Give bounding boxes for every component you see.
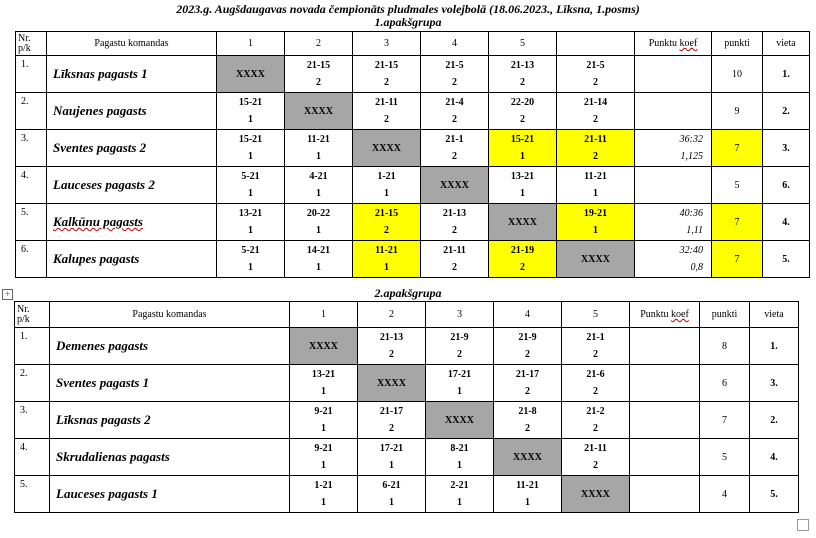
points-cell: 5 [712, 167, 763, 204]
score-cell [562, 365, 630, 402]
match-points: 2 [316, 77, 321, 88]
match-points: 1 [593, 188, 598, 199]
score-cell [290, 402, 358, 439]
team-header: Pagastu komandas [50, 302, 290, 328]
match-points: 1 [525, 497, 530, 508]
match-score: 21-15 [374, 208, 399, 219]
match-points: 2 [525, 349, 530, 360]
row-number: 4. [15, 439, 50, 476]
row-number: 5. [16, 204, 47, 241]
team-name-text: Lauceses pagasts 1 [56, 486, 158, 501]
coef-value: 1,11 [686, 225, 703, 236]
coef-cell [630, 439, 700, 476]
score-cell [353, 167, 421, 204]
match-score: 21-11 [584, 134, 607, 145]
place-cell: 6. [763, 167, 810, 204]
match-points: 2 [384, 225, 389, 236]
score-cell [494, 328, 562, 365]
match-score: 19-21 [583, 208, 608, 219]
score-cell [353, 93, 421, 130]
match-points: 1 [316, 151, 321, 162]
place-cell: 3. [763, 130, 810, 167]
team-name [47, 130, 217, 167]
match-score: 14-21 [306, 245, 331, 256]
table-row [16, 93, 810, 130]
match-score: 21-11 [443, 245, 466, 256]
team-name-text: Sventes pagasts 2 [53, 140, 147, 155]
match-score: 15-21 [510, 134, 535, 145]
match-points: 1 [248, 151, 253, 162]
team-name [47, 56, 217, 93]
match-score: 5-21 [241, 245, 260, 256]
nr-header: Nr. p/k [16, 32, 47, 56]
score-cell [421, 130, 489, 167]
score-cell [285, 241, 353, 278]
score-cell [562, 402, 630, 439]
coef-ratio: 36:32 [679, 134, 703, 145]
match-points: 1 [321, 386, 326, 397]
match-score: 11-21 [375, 245, 398, 256]
col-header: 1 [290, 302, 358, 328]
row-number: 4. [16, 167, 47, 204]
coef-cell [630, 328, 700, 365]
match-points: 2 [384, 77, 389, 88]
match-score: 21-2 [586, 406, 605, 417]
row-number: 2. [16, 93, 47, 130]
self-match-cell: XXXX [426, 402, 494, 439]
match-score: 11-21 [584, 171, 607, 182]
table-row [16, 241, 810, 278]
match-points: 2 [593, 77, 598, 88]
match-score: 9-21 [314, 443, 333, 454]
match-points: 1 [593, 225, 598, 236]
match-score: 2-21 [450, 480, 469, 491]
points-cell: 7 [712, 241, 763, 278]
coef-cell [635, 167, 712, 204]
coef-value: 0,8 [690, 262, 703, 273]
match-score: 9-21 [314, 406, 333, 417]
coef-cell [630, 402, 700, 439]
score-cell [217, 93, 285, 130]
match-score: 17-21 [379, 443, 404, 454]
place-cell: 5. [750, 476, 799, 513]
score-cell [285, 130, 353, 167]
team-header: Pagastu komandas [47, 32, 217, 56]
match-points: 2 [520, 262, 525, 273]
match-score: 11-21 [307, 134, 330, 145]
row-number: 1. [16, 56, 47, 93]
match-points: 1 [321, 460, 326, 471]
nr-header: Nr. p/k [15, 302, 50, 328]
score-cell [426, 476, 494, 513]
table-row [16, 204, 810, 241]
match-score: 21-15 [374, 60, 399, 71]
match-points: 2 [593, 460, 598, 471]
match-points: 2 [593, 423, 598, 434]
place-cell: 2. [763, 93, 810, 130]
match-points: 2 [452, 225, 457, 236]
match-score: 5-21 [241, 171, 260, 182]
score-cell [290, 476, 358, 513]
place-cell: 1. [750, 328, 799, 365]
match-score: 21-13 [379, 332, 404, 343]
match-points: 1 [316, 225, 321, 236]
team-name-text: Līksnas pagasts 2 [56, 412, 151, 427]
team-name [50, 439, 290, 476]
match-points: 1 [248, 188, 253, 199]
match-points: 2 [525, 423, 530, 434]
match-points: 2 [452, 114, 457, 125]
match-score: 17-21 [447, 369, 472, 380]
score-cell [358, 328, 426, 365]
coef-value: 1,125 [680, 151, 703, 162]
match-points: 1 [321, 423, 326, 434]
score-cell [557, 56, 635, 93]
team-name [47, 93, 217, 130]
score-cell [562, 439, 630, 476]
match-score: 21-1 [586, 332, 605, 343]
col-header: 4 [494, 302, 562, 328]
coef-cell [630, 365, 700, 402]
team-name-text: Līksnas pagasts 1 [53, 66, 148, 81]
match-points: 2 [520, 77, 525, 88]
match-score: 8-21 [450, 443, 469, 454]
coef-cell [635, 56, 712, 93]
coef-cell [635, 241, 712, 278]
match-score: 21-13 [442, 208, 467, 219]
match-score: 21-13 [510, 60, 535, 71]
match-points: 2 [384, 114, 389, 125]
table-row [16, 56, 810, 93]
match-score: 20-22 [306, 208, 331, 219]
team-name [50, 402, 290, 439]
col-header: 5 [489, 32, 557, 56]
match-score: 21-5 [445, 60, 464, 71]
match-points: 2 [457, 349, 462, 360]
row-number: 3. [16, 130, 47, 167]
match-points: 1 [389, 497, 394, 508]
score-cell [557, 93, 635, 130]
place-cell: 4. [763, 204, 810, 241]
match-points: 2 [520, 114, 525, 125]
group-1-table [15, 31, 810, 278]
match-points: 1 [520, 151, 525, 162]
table-row [15, 402, 799, 439]
match-score: 21-17 [515, 369, 540, 380]
score-cell [217, 130, 285, 167]
score-cell [358, 476, 426, 513]
points-cell: 7 [700, 402, 750, 439]
score-cell [290, 439, 358, 476]
score-cell [426, 328, 494, 365]
place-header: vieta [763, 32, 810, 56]
col-header [557, 32, 635, 56]
match-score: 21-4 [445, 97, 464, 108]
score-cell [421, 241, 489, 278]
match-score: 11-21 [516, 480, 539, 491]
score-cell [557, 130, 635, 167]
match-score: 13-21 [238, 208, 263, 219]
score-cell [290, 365, 358, 402]
match-score: 21-8 [518, 406, 537, 417]
place-cell: 3. [750, 365, 799, 402]
team-name-text: Naujenes pagasts [53, 103, 147, 118]
team-name-text: Demenes pagasts [56, 338, 149, 353]
points-cell: 6 [700, 365, 750, 402]
score-cell [494, 365, 562, 402]
team-name-text: Kalkūnu pagasts [53, 214, 143, 229]
move-handle-icon[interactable]: + [2, 289, 13, 300]
table-row [16, 167, 810, 204]
coef-header: Punktu koef [635, 32, 712, 56]
place-cell: 4. [750, 439, 799, 476]
score-cell [426, 439, 494, 476]
score-cell [426, 365, 494, 402]
score-cell [494, 402, 562, 439]
row-number: 3. [15, 402, 50, 439]
group-2-table [14, 301, 799, 513]
match-points: 1 [321, 497, 326, 508]
group-1-title: 1.apakšgrupa [374, 15, 442, 29]
table-row [16, 130, 810, 167]
table-row [15, 439, 799, 476]
team-name [47, 241, 217, 278]
score-cell [557, 167, 635, 204]
score-cell [489, 130, 557, 167]
col-header: 2 [285, 32, 353, 56]
team-name-text: Lauceses pagasts 2 [53, 177, 155, 192]
match-score: 21-14 [583, 97, 608, 108]
score-cell [489, 241, 557, 278]
points-cell: 5 [700, 439, 750, 476]
resize-handle-icon[interactable] [797, 519, 809, 531]
self-match-cell: XXXX [494, 439, 562, 476]
team-name [50, 328, 290, 365]
match-points: 2 [593, 114, 598, 125]
score-cell [557, 204, 635, 241]
score-cell [489, 167, 557, 204]
score-cell [353, 241, 421, 278]
score-cell [217, 167, 285, 204]
match-score: 22-20 [510, 97, 535, 108]
row-number: 1. [15, 328, 50, 365]
match-score: 21-19 [510, 245, 535, 256]
match-points: 1 [248, 262, 253, 273]
match-score: 21-9 [518, 332, 537, 343]
col-header: 2 [358, 302, 426, 328]
coef-cell [635, 130, 712, 167]
row-number: 5. [15, 476, 50, 513]
match-points: 1 [457, 497, 462, 508]
match-points: 2 [452, 151, 457, 162]
col-header: 1 [217, 32, 285, 56]
row-number: 6. [16, 241, 47, 278]
team-name-text: Kalupes pagasts [53, 251, 140, 266]
match-points: 1 [248, 114, 253, 125]
col-header: 4 [421, 32, 489, 56]
score-cell [358, 439, 426, 476]
match-score: 21-11 [584, 443, 607, 454]
score-cell [494, 476, 562, 513]
match-points: 1 [457, 386, 462, 397]
match-points: 1 [316, 262, 321, 273]
place-cell: 1. [763, 56, 810, 93]
table-row [15, 328, 799, 365]
match-score: 4-21 [309, 171, 328, 182]
match-points: 1 [248, 225, 253, 236]
table-row [15, 476, 799, 513]
self-match-cell: XXXX [562, 476, 630, 513]
match-score: 13-21 [510, 171, 535, 182]
coef-ratio: 40:36 [679, 208, 703, 219]
match-score: 13-21 [311, 369, 336, 380]
score-cell [285, 204, 353, 241]
points-cell: 7 [712, 204, 763, 241]
match-points: 1 [520, 188, 525, 199]
match-score: 21-9 [450, 332, 469, 343]
col-header: 5 [562, 302, 630, 328]
team-name-text: Sventes pagasts 1 [56, 375, 150, 390]
points-header: punkti [712, 32, 763, 56]
match-points: 2 [593, 386, 598, 397]
score-cell [217, 204, 285, 241]
team-name [47, 204, 217, 241]
document-title: 2023.g. Augšdaugavas novada čempionāts pludmales volejbolā (18.06.2023., Līksna, 1.posms) [176, 2, 640, 16]
self-match-cell: XXXX [285, 93, 353, 130]
points-cell: 7 [712, 130, 763, 167]
score-cell [353, 204, 421, 241]
team-name [50, 476, 290, 513]
group-2-title: 2.apakšgrupa [374, 286, 442, 300]
match-points: 1 [389, 460, 394, 471]
match-score: 21-5 [586, 60, 605, 71]
match-score: 21-6 [586, 369, 605, 380]
match-score: 21-15 [306, 60, 331, 71]
points-cell: 9 [712, 93, 763, 130]
self-match-cell: XXXX [358, 365, 426, 402]
match-score: 1-21 [377, 171, 396, 182]
match-points: 1 [457, 460, 462, 471]
table-row [15, 365, 799, 402]
score-cell [489, 93, 557, 130]
coef-header: Punktu koef [630, 302, 700, 328]
score-cell [562, 328, 630, 365]
coef-cell [630, 476, 700, 513]
match-points: 1 [316, 188, 321, 199]
self-match-cell: XXXX [421, 167, 489, 204]
match-score: 6-21 [382, 480, 401, 491]
col-header: 3 [426, 302, 494, 328]
coef-cell [635, 204, 712, 241]
match-score: 15-21 [238, 134, 263, 145]
self-match-cell: XXXX [290, 328, 358, 365]
place-header: vieta [750, 302, 799, 328]
score-cell [421, 93, 489, 130]
team-name-text: Skrudalienas pagasts [56, 449, 170, 464]
match-points: 2 [389, 423, 394, 434]
points-cell: 8 [700, 328, 750, 365]
match-points: 2 [525, 386, 530, 397]
match-points: 2 [593, 151, 598, 162]
match-points: 2 [452, 77, 457, 88]
points-cell: 10 [712, 56, 763, 93]
place-cell: 5. [763, 241, 810, 278]
coef-cell [635, 93, 712, 130]
match-points: 1 [384, 188, 389, 199]
match-score: 21-17 [379, 406, 404, 417]
match-score: 21-1 [445, 134, 464, 145]
points-cell: 4 [700, 476, 750, 513]
points-header: punkti [700, 302, 750, 328]
match-score: 21-11 [375, 97, 398, 108]
row-number: 2. [15, 365, 50, 402]
match-score: 1-21 [314, 480, 333, 491]
match-points: 2 [452, 262, 457, 273]
col-header: 3 [353, 32, 421, 56]
match-score: 15-21 [238, 97, 263, 108]
self-match-cell: XXXX [557, 241, 635, 278]
score-cell [358, 402, 426, 439]
self-match-cell: XXXX [217, 56, 285, 93]
coef-ratio: 32:40 [679, 245, 703, 256]
score-cell [489, 56, 557, 93]
place-cell: 2. [750, 402, 799, 439]
self-match-cell: XXXX [489, 204, 557, 241]
match-points: 1 [384, 262, 389, 273]
score-cell [421, 204, 489, 241]
team-name [47, 167, 217, 204]
score-cell [217, 241, 285, 278]
score-cell [285, 167, 353, 204]
score-cell [421, 56, 489, 93]
score-cell [353, 56, 421, 93]
team-name [50, 365, 290, 402]
match-points: 2 [593, 349, 598, 360]
match-points: 2 [389, 349, 394, 360]
self-match-cell: XXXX [353, 130, 421, 167]
score-cell [285, 56, 353, 93]
